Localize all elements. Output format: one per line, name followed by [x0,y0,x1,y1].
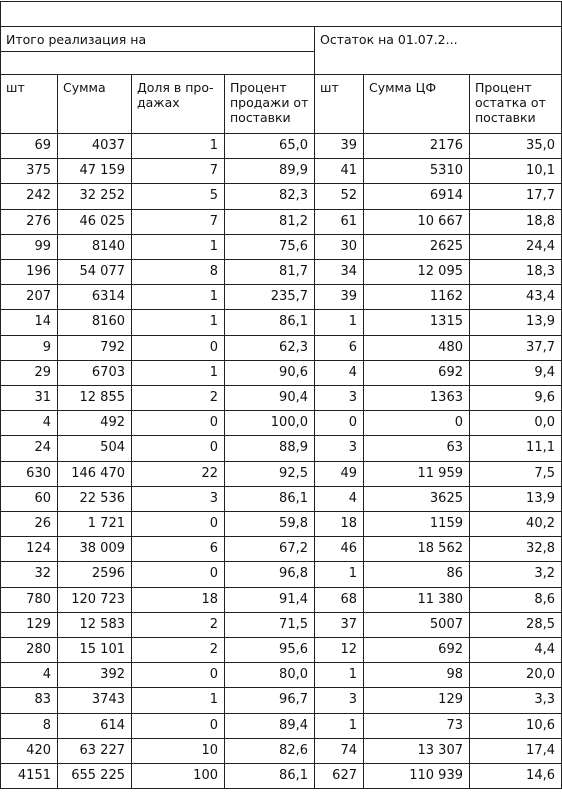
column-header-bottom-border [0,133,562,134]
table-cell: 3 [348,692,357,707]
table-cell: 2596 [91,566,125,581]
table-cell: 0 [454,415,463,430]
table-cell: 655 225 [71,768,125,783]
table-cell: 1 [209,239,218,254]
row-separator [0,385,562,386]
table-cell: 86 [446,566,463,581]
table-cell: 1162 [429,289,463,304]
table-cell: 3 [348,440,357,455]
table-cell: 1 [209,692,218,707]
table-cell: 5007 [429,617,463,632]
table-cell: 89,4 [279,718,308,733]
table-cell: 17,7 [526,188,555,203]
table-cell: 11 380 [417,592,463,607]
table-cell: 40,2 [526,516,555,531]
table-cell: 3743 [91,692,125,707]
table-cell: 75,6 [279,239,308,254]
table-cell: 43,4 [526,289,555,304]
table-cell: 46 025 [79,214,125,229]
row-separator [0,738,562,739]
table-cell: 59,8 [279,516,308,531]
table-cell: 12 583 [79,617,125,632]
row-separator [0,309,562,310]
table-cell: 207 [26,289,51,304]
row-separator [0,587,562,588]
table-cell: 92,5 [279,466,308,481]
table-cell: 18,8 [526,214,555,229]
table-cell: 14,6 [526,768,555,783]
table-cell: 3625 [429,491,463,506]
table-cell: 7 [209,163,218,178]
table-cell: 4 [348,491,357,506]
table-cell: 32 [34,566,51,581]
table-cell: 63 227 [79,743,125,758]
table-cell: 15 101 [79,642,125,657]
table-cell: 235,7 [270,289,308,304]
table-cell: 73 [446,718,463,733]
table-cell: 49 [340,466,357,481]
column-header: Сумма ЦФ [369,80,437,95]
table-cell: 37 [340,617,357,632]
table-cell: 71,5 [279,617,308,632]
table-cell: 86,1 [279,768,308,783]
table-cell: 0 [209,667,218,682]
table-cell: 129 [26,617,51,632]
table-cell: 11 959 [417,466,463,481]
table-cell: 7,5 [534,466,555,481]
row-separator [0,486,562,487]
table-cell: 8 [209,264,218,279]
table-cell: 2176 [429,138,463,153]
table-cell: 7 [209,214,218,229]
table-cell: 5 [209,188,218,203]
table-cell: 3,2 [534,566,555,581]
table-cell: 392 [100,667,125,682]
table-top-border [0,1,562,2]
table-cell: 100,0 [270,415,308,430]
table-cell: 120 723 [71,592,125,607]
column-header: Процент остатка от поставки [475,80,546,125]
table-cell: 13,9 [526,314,555,329]
table-cell: 480 [438,340,463,355]
table-cell: 69 [34,138,51,153]
row-separator [0,435,562,436]
table-cell: 692 [438,365,463,380]
row-separator [0,612,562,613]
table-cell: 28,5 [526,617,555,632]
table-cell: 2625 [429,239,463,254]
row-separator [0,687,562,688]
table-cell: 492 [100,415,125,430]
table-cell: 2 [209,617,218,632]
group-header-top-border [0,26,562,27]
table-cell: 6 [209,541,218,556]
column-header: Доля в про- дажах [137,80,214,110]
table-cell: 0 [348,415,357,430]
column-divider [469,74,470,789]
table-cell: 2 [209,642,218,657]
table-cell: 46 [340,541,357,556]
table-cell: 1 [209,289,218,304]
table-cell: 9,4 [534,365,555,380]
table-cell: 5310 [429,163,463,178]
table-cell: 32,8 [526,541,555,556]
table-cell: 375 [26,163,51,178]
table-cell: 18 [201,592,218,607]
table-cell: 98 [446,667,463,682]
column-header: Процент продажи от поставки [230,80,309,125]
table-cell: 6703 [91,365,125,380]
table-cell: 32 252 [79,188,125,203]
table-cell: 86,1 [279,314,308,329]
table-cell: 1 [348,314,357,329]
table-cell: 39 [340,289,357,304]
table-cell: 65,0 [279,138,308,153]
row-separator [0,209,562,210]
table-cell: 2 [209,390,218,405]
row-separator [0,158,562,159]
group-left-sub-border [0,51,315,52]
table-cell: 1 [348,718,357,733]
table-cell: 88,9 [279,440,308,455]
table-cell: 0 [209,718,218,733]
table-cell: 90,4 [279,390,308,405]
table-cell: 1 [209,365,218,380]
table-cell: 24 [34,440,51,455]
table-cell: 95,6 [279,642,308,657]
table-cell: 3 [209,491,218,506]
table-cell: 504 [100,440,125,455]
row-separator [0,183,562,184]
table-cell: 276 [26,214,51,229]
table-cell: 24,4 [526,239,555,254]
table-bottom-border [0,788,562,789]
table-cell: 10 [201,743,218,758]
table-cell: 20,0 [526,667,555,682]
table-cell: 4 [42,667,51,682]
table-cell: 780 [26,592,51,607]
table-cell: 100 [193,768,218,783]
table-cell: 146 470 [71,466,125,481]
table-cell: 26 [34,516,51,531]
table-cell: 242 [26,188,51,203]
table-cell: 614 [100,718,125,733]
table-cell: 82,6 [279,743,308,758]
table-cell: 0 [209,415,218,430]
group-divider [314,26,315,789]
table-cell: 81,7 [279,264,308,279]
table-cell: 1159 [429,516,463,531]
table-cell: 91,4 [279,592,308,607]
table-cell: 4 [42,415,51,430]
table-cell: 18 562 [417,541,463,556]
table-cell: 0,0 [534,415,555,430]
column-divider [224,74,225,789]
table-cell: 18,3 [526,264,555,279]
table-cell: 1 [209,314,218,329]
column-header: шт [320,80,339,95]
table-cell: 80,0 [279,667,308,682]
table-cell: 8140 [91,239,125,254]
table-cell: 13,9 [526,491,555,506]
table-cell: 124 [26,541,51,556]
table-cell: 9 [42,340,51,355]
row-separator [0,259,562,260]
row-separator [0,713,562,714]
column-header: Сумма [63,80,106,95]
table-cell: 6914 [429,188,463,203]
table-cell: 96,7 [279,692,308,707]
row-separator [0,410,562,411]
table-cell: 31 [34,390,51,405]
table-cell: 30 [340,239,357,254]
table-cell: 74 [340,743,357,758]
table-cell: 13 307 [417,743,463,758]
table-cell: 4037 [91,138,125,153]
table-cell: 0 [209,516,218,531]
table-cell: 38 009 [79,541,125,556]
table-cell: 12 095 [417,264,463,279]
table-cell: 14 [34,314,51,329]
table-cell: 22 [201,466,218,481]
row-separator [0,284,562,285]
table-cell: 63 [446,440,463,455]
table-cell: 17,4 [526,743,555,758]
table-cell: 12 [340,642,357,657]
table-cell: 62,3 [279,340,308,355]
table-cell: 1 721 [87,516,125,531]
table-cell: 60 [34,491,51,506]
table-cell: 67,2 [279,541,308,556]
row-separator [0,662,562,663]
table-cell: 81,2 [279,214,308,229]
table-cell: 129 [438,692,463,707]
row-separator [0,763,562,764]
table-left-border [0,1,1,789]
row-separator [0,536,562,537]
row-separator [0,637,562,638]
table-cell: 10,1 [526,163,555,178]
table-cell: 68 [340,592,357,607]
table-cell: 8,6 [534,592,555,607]
table-cell: 8160 [91,314,125,329]
table-cell: 8 [42,718,51,733]
table-cell: 99 [34,239,51,254]
table-cell: 96,8 [279,566,308,581]
table-cell: 627 [332,768,357,783]
table-cell: 420 [26,743,51,758]
column-divider [131,74,132,789]
table-cell: 4,4 [534,642,555,657]
row-separator [0,511,562,512]
table-cell: 1 [348,566,357,581]
table-cell: 61 [340,214,357,229]
table-cell: 3,3 [534,692,555,707]
row-separator [0,360,562,361]
table-cell: 4151 [17,768,51,783]
table-cell: 0 [209,440,218,455]
table-cell: 280 [26,642,51,657]
table-cell: 1315 [429,314,463,329]
table-cell: 10 667 [417,214,463,229]
table-cell: 1363 [429,390,463,405]
table-cell: 630 [26,466,51,481]
table-cell: 86,1 [279,491,308,506]
table-cell: 692 [438,642,463,657]
table-cell: 110 939 [409,768,463,783]
table-cell: 0 [209,566,218,581]
column-divider [363,74,364,789]
row-separator [0,461,562,462]
table-cell: 12 855 [79,390,125,405]
table-cell: 11,1 [526,440,555,455]
table-cell: 6 [348,340,357,355]
table-cell: 34 [340,264,357,279]
table-cell: 89,9 [279,163,308,178]
table-cell: 54 077 [79,264,125,279]
row-separator [0,561,562,562]
row-separator [0,335,562,336]
column-divider [57,74,58,789]
table-cell: 82,3 [279,188,308,203]
table-cell: 83 [34,692,51,707]
row-separator [0,234,562,235]
table-cell: 29 [34,365,51,380]
table-cell: 35,0 [526,138,555,153]
group-header-sales: Итого реализация на [6,32,147,47]
column-header: шт [6,80,25,95]
table-cell: 3 [348,390,357,405]
table-cell: 18 [340,516,357,531]
table-cell: 6314 [91,289,125,304]
table-cell: 22 536 [79,491,125,506]
table-cell: 4 [348,365,357,380]
table-cell: 41 [340,163,357,178]
table-cell: 90,6 [279,365,308,380]
table-cell: 1 [348,667,357,682]
table-cell: 0 [209,340,218,355]
table-cell: 47 159 [79,163,125,178]
table-cell: 9,6 [534,390,555,405]
table-cell: 1 [209,138,218,153]
table-cell: 10,6 [526,718,555,733]
column-header-top-border [0,74,562,75]
table-cell: 37,7 [526,340,555,355]
table-cell: 52 [340,188,357,203]
table-cell: 39 [340,138,357,153]
table-cell: 792 [100,340,125,355]
group-header-stock: Остаток на 01.07.2... [320,32,458,47]
table-cell: 196 [26,264,51,279]
